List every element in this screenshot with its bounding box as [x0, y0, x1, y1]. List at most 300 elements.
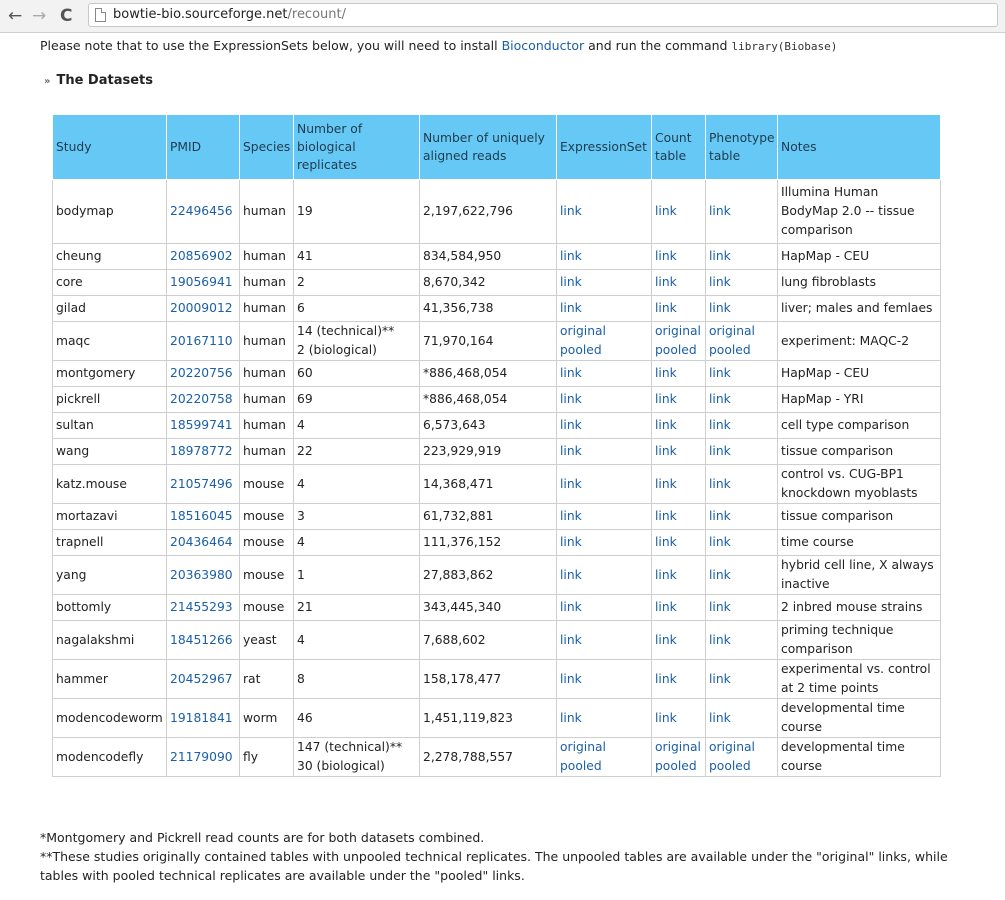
count-table-link-link[interactable]: link	[655, 671, 677, 686]
cell-count-table	[652, 270, 706, 296]
cell-study: pickrell	[53, 387, 167, 413]
cell-notes: hybrid cell line, X always inactive	[778, 556, 941, 595]
cell-reads: 71,970,164	[420, 322, 557, 361]
header-count-table: Count table	[652, 115, 706, 180]
table-row	[53, 621, 941, 660]
cell-study: core	[53, 270, 167, 296]
cell-species: human	[240, 413, 294, 439]
count-table-link-link[interactable]: link	[655, 366, 677, 380]
cell-replicates	[294, 296, 420, 322]
cell-count-table	[652, 621, 706, 660]
cell-pmid	[167, 322, 240, 361]
replicates-line: 21	[297, 600, 313, 614]
cell-reads: 6,573,643	[420, 413, 557, 439]
table-header-row	[53, 115, 941, 180]
cell-count-table	[652, 439, 706, 465]
cell-species: human	[240, 439, 294, 465]
cell-reads: *886,468,054	[420, 387, 557, 413]
header-replicates: Number of biological replicates	[294, 115, 420, 180]
cell-pmid	[167, 699, 240, 738]
cell-expressionset	[557, 439, 652, 465]
table-row	[53, 413, 941, 439]
cell-phenotype-table	[706, 621, 778, 660]
table-row	[53, 322, 941, 361]
count-table-link-link[interactable]: link	[655, 204, 677, 218]
cell-phenotype-table	[706, 699, 778, 738]
cell-study: mortazavi	[53, 504, 167, 530]
cell-reads: 2,197,622,796	[420, 180, 557, 244]
cell-count-table	[652, 530, 706, 556]
cell-phenotype-table	[706, 413, 778, 439]
cell-pmid	[167, 387, 240, 413]
phenotype-table-link-link[interactable]: link	[709, 535, 731, 549]
phenotype-table-link-link[interactable]: link	[709, 600, 731, 614]
table-row	[53, 504, 941, 530]
phenotype-table-link-link[interactable]: link	[709, 710, 731, 725]
cell-reads: 41,356,738	[420, 296, 557, 322]
cell-notes: lung fibroblasts	[778, 270, 941, 296]
expressionset-original-link[interactable]: original	[560, 740, 606, 754]
replicates-line: 4	[297, 418, 305, 432]
replicates-line: 14 (technical)**	[297, 324, 395, 338]
url-path: /recount/	[287, 7, 346, 22]
phenotype-table-link-link[interactable]: link	[709, 671, 731, 686]
table-row	[53, 387, 941, 413]
cell-study: trapnell	[53, 530, 167, 556]
cell-species: mouse	[240, 504, 294, 530]
pmid-link[interactable]: 19056941	[170, 275, 233, 289]
cell-notes: HapMap - CEU	[778, 361, 941, 387]
cell-notes: HapMap - CEU	[778, 244, 941, 270]
section-title: The Datasets	[56, 73, 153, 88]
cell-species: human	[240, 180, 294, 244]
table-row	[53, 361, 941, 387]
cell-reads: 14,368,471	[420, 465, 557, 504]
replicates-line: 4	[297, 535, 305, 549]
phenotype-table-link-link[interactable]: link	[709, 204, 731, 218]
replicates-line: 4	[297, 476, 305, 491]
expressionset-link-link[interactable]: link	[560, 301, 582, 315]
cell-expressionset	[557, 595, 652, 621]
phenotype-table-link-link[interactable]: link	[709, 444, 731, 458]
phenotype-table-link-link[interactable]: link	[709, 509, 731, 523]
count-table-pooled-link[interactable]: pooled	[655, 343, 697, 357]
footnote-2: **These studies originally contained tables with unpooled technical replicates. The unpooled tables are available under the "original" links, while tables with pooled technical replicates are available under the "pooled" links.	[40, 849, 948, 883]
cell-expressionset	[557, 738, 652, 777]
expressionset-link-link[interactable]: link	[560, 710, 582, 725]
cell-expressionset	[557, 180, 652, 244]
cell-count-table	[652, 738, 706, 777]
cell-replicates	[294, 621, 420, 660]
cell-pmid	[167, 738, 240, 777]
cell-notes: experimental vs. control at 2 time points	[778, 660, 941, 699]
cell-pmid	[167, 361, 240, 387]
expressionset-link-link[interactable]: link	[560, 444, 582, 458]
cell-phenotype-table	[706, 296, 778, 322]
table-row	[53, 738, 941, 777]
pmid-link[interactable]: 21179090	[170, 749, 233, 764]
table-row	[53, 439, 941, 465]
cell-expressionset	[557, 322, 652, 361]
cell-phenotype-table	[706, 660, 778, 699]
section-marker-icon: »	[44, 76, 51, 87]
cell-replicates	[294, 387, 420, 413]
expressionset-link-link[interactable]: link	[560, 249, 582, 263]
cell-reads: 223,929,919	[420, 439, 557, 465]
table-row	[53, 595, 941, 621]
cell-species: mouse	[240, 465, 294, 504]
cell-replicates	[294, 556, 420, 595]
back-arrow-icon[interactable]: ←	[8, 6, 23, 26]
phenotype-table-link-link[interactable]: link	[709, 249, 731, 263]
cell-notes: liver; males and femlaes	[778, 296, 941, 322]
footnotes	[40, 828, 970, 885]
phenotype-table-link-link[interactable]: link	[709, 392, 731, 406]
cell-pmid	[167, 270, 240, 296]
replicates-line: 69	[297, 392, 313, 406]
table-row	[53, 530, 941, 556]
pmid-link[interactable]: 20167110	[170, 333, 233, 348]
replicates-line: 2 (biological)	[297, 343, 377, 357]
count-table-link-link[interactable]: link	[655, 476, 677, 491]
cell-notes: control vs. CUG-BP1 knockdown myoblasts	[778, 465, 941, 504]
replicates-line: 46	[297, 710, 313, 725]
replicates-line: 1	[297, 567, 305, 582]
pmid-link[interactable]: 18599741	[170, 418, 233, 432]
expressionset-link-link[interactable]: link	[560, 204, 582, 218]
cell-phenotype-table	[706, 530, 778, 556]
expressionset-link-link[interactable]: link	[560, 392, 582, 406]
expressionset-original-link[interactable]: original	[560, 324, 606, 338]
count-table-link-link[interactable]: link	[655, 301, 677, 315]
cell-count-table	[652, 387, 706, 413]
cell-species: human	[240, 322, 294, 361]
cell-pmid	[167, 180, 240, 244]
table-row	[53, 180, 941, 244]
table-row	[53, 270, 941, 296]
cell-replicates	[294, 504, 420, 530]
cell-phenotype-table	[706, 504, 778, 530]
replicates-line: 2	[297, 275, 305, 289]
pmid-link[interactable]: 20220758	[170, 392, 233, 406]
cell-reads: 834,584,950	[420, 244, 557, 270]
pmid-link[interactable]: 18978772	[170, 444, 233, 458]
phenotype-table-original-link[interactable]: original	[709, 324, 755, 338]
cell-phenotype-table	[706, 387, 778, 413]
reload-icon[interactable]: C	[60, 6, 73, 26]
cell-replicates	[294, 530, 420, 556]
count-table-link-link[interactable]: link	[655, 418, 677, 432]
browser-toolbar	[0, 0, 1005, 33]
cell-phenotype-table	[706, 322, 778, 361]
pmid-link[interactable]: 21057496	[170, 476, 233, 491]
cell-phenotype-table	[706, 465, 778, 504]
expressionset-link-link[interactable]: link	[560, 600, 582, 614]
cell-count-table	[652, 361, 706, 387]
cell-pmid	[167, 556, 240, 595]
cell-count-table	[652, 465, 706, 504]
cell-phenotype-table	[706, 244, 778, 270]
count-table-link-link[interactable]: link	[655, 392, 677, 406]
footnote-1: *Montgomery and Pickrell read counts are for both datasets combined.	[40, 830, 485, 845]
cell-study: sultan	[53, 413, 167, 439]
replicates-line: 3	[297, 509, 305, 523]
cell-expressionset	[557, 387, 652, 413]
cell-pmid	[167, 413, 240, 439]
phenotype-table-link-link[interactable]: link	[709, 275, 731, 289]
cell-species: mouse	[240, 556, 294, 595]
command-code: library(Biobase)	[731, 40, 838, 53]
table-row	[53, 556, 941, 595]
cell-expressionset	[557, 296, 652, 322]
cell-expressionset	[557, 556, 652, 595]
expressionset-link-link[interactable]: link	[560, 671, 582, 686]
cell-reads: 61,732,881	[420, 504, 557, 530]
cell-count-table	[652, 699, 706, 738]
cell-phenotype-table	[706, 556, 778, 595]
replicates-line: 22	[297, 444, 313, 458]
count-table-link-link[interactable]: link	[655, 567, 677, 582]
count-table-original-link[interactable]: original	[655, 740, 701, 754]
cell-study: modencodeworm	[53, 699, 167, 738]
expressionset-link-link[interactable]: link	[560, 476, 582, 491]
header-pmid: PMID	[167, 115, 240, 180]
expressionset-pooled-link[interactable]: pooled	[560, 759, 602, 773]
cell-study: maqc	[53, 322, 167, 361]
phenotype-table-original-link[interactable]: original	[709, 740, 755, 754]
cell-count-table	[652, 504, 706, 530]
header-notes: Notes	[778, 115, 941, 180]
cell-expressionset	[557, 361, 652, 387]
cell-species: fly	[240, 738, 294, 777]
pmid-link[interactable]: 20009012	[170, 301, 233, 315]
header-species: Species	[240, 115, 294, 180]
cell-species: rat	[240, 660, 294, 699]
cell-pmid	[167, 296, 240, 322]
cell-species: human	[240, 270, 294, 296]
cell-replicates	[294, 699, 420, 738]
count-table-link-link[interactable]: link	[655, 535, 677, 549]
phenotype-table-pooled-link[interactable]: pooled	[709, 759, 751, 773]
pmid-link[interactable]: 18516045	[170, 509, 233, 523]
cell-reads: 8,670,342	[420, 270, 557, 296]
table-row	[53, 465, 941, 504]
cell-phenotype-table	[706, 738, 778, 777]
cell-replicates	[294, 270, 420, 296]
cell-species: human	[240, 387, 294, 413]
section-heading	[44, 73, 153, 88]
table-row	[53, 244, 941, 270]
count-table-link-link[interactable]: link	[655, 710, 677, 725]
cell-notes: time course	[778, 530, 941, 556]
pmid-link[interactable]: 18451266	[170, 632, 233, 647]
cell-reads: 2,278,788,557	[420, 738, 557, 777]
cell-notes: Illumina Human BodyMap 2.0 -- tissue comparison	[778, 180, 941, 244]
cell-count-table	[652, 660, 706, 699]
cell-replicates	[294, 439, 420, 465]
expressionset-link-link[interactable]: link	[560, 275, 582, 289]
phenotype-table-pooled-link[interactable]: pooled	[709, 343, 751, 357]
cell-species: human	[240, 244, 294, 270]
cell-pmid	[167, 660, 240, 699]
cell-notes: tissue comparison	[778, 504, 941, 530]
cell-replicates	[294, 413, 420, 439]
cell-replicates	[294, 244, 420, 270]
cell-reads: 111,376,152	[420, 530, 557, 556]
cell-study: montgomery	[53, 361, 167, 387]
expressionset-link-link[interactable]: link	[560, 418, 582, 432]
cell-expressionset	[557, 270, 652, 296]
replicates-line: 4	[297, 632, 305, 647]
cell-phenotype-table	[706, 180, 778, 244]
cell-phenotype-table	[706, 270, 778, 296]
header-expressionset: ExpressionSet	[557, 115, 652, 180]
expressionset-link-link[interactable]: link	[560, 632, 582, 647]
cell-replicates	[294, 180, 420, 244]
cell-expressionset	[557, 504, 652, 530]
expressionset-link-link[interactable]: link	[560, 535, 582, 549]
cell-pmid	[167, 621, 240, 660]
cell-count-table	[652, 413, 706, 439]
cell-study: yang	[53, 556, 167, 595]
pmid-link[interactable]: 21455293	[170, 600, 233, 614]
cell-count-table	[652, 180, 706, 244]
cell-study: wang	[53, 439, 167, 465]
replicates-line: 147 (technical)**	[297, 740, 403, 754]
cell-count-table	[652, 556, 706, 595]
cell-replicates	[294, 595, 420, 621]
cell-replicates	[294, 738, 420, 777]
replicates-line: 60	[297, 366, 313, 380]
pmid-link[interactable]: 20436464	[170, 535, 233, 549]
cell-study: hammer	[53, 660, 167, 699]
cell-replicates	[294, 322, 420, 361]
replicates-line: 30 (biological)	[297, 759, 385, 773]
cell-pmid	[167, 530, 240, 556]
notice-text-middle: and run the command	[584, 38, 732, 53]
count-table-link-link[interactable]: link	[655, 632, 677, 647]
count-table-original-link[interactable]: original	[655, 324, 701, 338]
expressionset-pooled-link[interactable]: pooled	[560, 343, 602, 357]
cell-reads: 7,688,602	[420, 621, 557, 660]
cell-expressionset	[557, 465, 652, 504]
count-table-link-link[interactable]: link	[655, 600, 677, 614]
table-row	[53, 699, 941, 738]
cell-count-table	[652, 296, 706, 322]
install-notice	[40, 38, 837, 53]
phenotype-table-link-link[interactable]: link	[709, 418, 731, 432]
notice-text-before: Please note that to use the ExpressionSets below, you will need to install	[40, 38, 502, 53]
cell-reads: *886,468,054	[420, 361, 557, 387]
cell-pmid	[167, 244, 240, 270]
cell-count-table	[652, 595, 706, 621]
pmid-link[interactable]: 20856902	[170, 249, 233, 263]
cell-pmid	[167, 595, 240, 621]
table-row	[53, 660, 941, 699]
pmid-link[interactable]: 22496456	[170, 204, 233, 218]
cell-phenotype-table	[706, 439, 778, 465]
cell-pmid	[167, 465, 240, 504]
cell-expressionset	[557, 621, 652, 660]
phenotype-table-link-link[interactable]: link	[709, 632, 731, 647]
phenotype-table-link-link[interactable]: link	[709, 301, 731, 315]
forward-arrow-icon[interactable]: →	[32, 6, 47, 26]
table-row	[53, 296, 941, 322]
expressionset-link-link[interactable]: link	[560, 509, 582, 523]
cell-species: yeast	[240, 621, 294, 660]
cell-pmid	[167, 439, 240, 465]
count-table-link-link[interactable]: link	[655, 509, 677, 523]
cell-notes: priming technique comparison	[778, 621, 941, 660]
address-bar[interactable]	[88, 3, 998, 27]
count-table-link-link[interactable]: link	[655, 444, 677, 458]
cell-study: bodymap	[53, 180, 167, 244]
cell-species: human	[240, 361, 294, 387]
cell-notes: tissue comparison	[778, 439, 941, 465]
cell-notes: developmental time course	[778, 738, 941, 777]
replicates-line: 19	[297, 204, 313, 218]
expressionset-link-link[interactable]: link	[560, 366, 582, 380]
cell-reads: 1,451,119,823	[420, 699, 557, 738]
pmid-link[interactable]: 20452967	[170, 671, 233, 686]
cell-replicates	[294, 660, 420, 699]
cell-reads: 158,178,477	[420, 660, 557, 699]
replicates-line: 41	[297, 249, 313, 263]
phenotype-table-link-link[interactable]: link	[709, 476, 731, 491]
cell-species: mouse	[240, 595, 294, 621]
cell-study: gilad	[53, 296, 167, 322]
cell-notes: developmental time course	[778, 699, 941, 738]
header-phenotype-table: Phenotype table	[706, 115, 778, 180]
cell-notes: HapMap - YRI	[778, 387, 941, 413]
cell-expressionset	[557, 244, 652, 270]
url-host: bowtie-bio.sourceforge.net	[113, 7, 288, 22]
phenotype-table-link-link[interactable]: link	[709, 366, 731, 380]
cell-phenotype-table	[706, 361, 778, 387]
cell-notes: cell type comparison	[778, 413, 941, 439]
count-table-link-link[interactable]: link	[655, 275, 677, 289]
cell-study: nagalakshmi	[53, 621, 167, 660]
header-study: Study	[53, 115, 167, 180]
replicates-line: 6	[297, 301, 305, 315]
cell-reads: 27,883,862	[420, 556, 557, 595]
count-table-link-link[interactable]: link	[655, 249, 677, 263]
cell-count-table	[652, 322, 706, 361]
phenotype-table-link-link[interactable]: link	[709, 567, 731, 582]
cell-species: worm	[240, 699, 294, 738]
cell-study: katz.mouse	[53, 465, 167, 504]
url-text[interactable]	[113, 7, 346, 22]
cell-count-table	[652, 244, 706, 270]
cell-notes: 2 inbred mouse strains	[778, 595, 941, 621]
count-table-pooled-link[interactable]: pooled	[655, 759, 697, 773]
page-icon	[95, 8, 106, 22]
header-reads: Number of uniquely aligned reads	[420, 115, 557, 180]
bioconductor-link[interactable]: Bioconductor	[501, 38, 585, 53]
cell-study: cheung	[53, 244, 167, 270]
cell-expressionset	[557, 530, 652, 556]
cell-notes: experiment: MAQC-2	[778, 322, 941, 361]
pmid-link[interactable]: 19181841	[170, 710, 233, 725]
cell-species: human	[240, 296, 294, 322]
cell-reads: 343,445,340	[420, 595, 557, 621]
expressionset-link-link[interactable]: link	[560, 567, 582, 582]
pmid-link[interactable]: 20220756	[170, 366, 233, 380]
cell-pmid	[167, 504, 240, 530]
replicates-line: 8	[297, 671, 305, 686]
pmid-link[interactable]: 20363980	[170, 567, 233, 582]
cell-phenotype-table	[706, 595, 778, 621]
